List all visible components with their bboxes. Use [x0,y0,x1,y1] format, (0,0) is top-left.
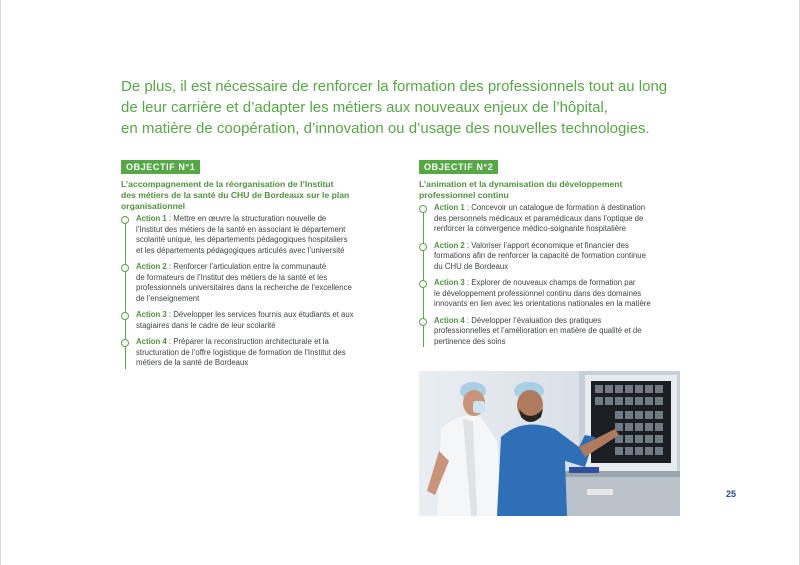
circle-bullet-icon [419,280,427,288]
action-text: : Renforcer l’articulation entre la communauté [166,262,327,271]
action-line: stagiaires dans le cadre de leur scolarité [136,320,276,330]
action-text: : Valoriser l’apport économique et financier des [464,240,629,250]
objective-2-column [419,157,683,353]
action-label: Action 2 [136,262,167,271]
action-item [136,310,391,331]
title-line: L’animation et la dynamisation du développement [419,179,623,189]
action-line: structuration de l’offre logistique de formation de l’Institut des [136,347,346,357]
action-line [434,241,683,252]
action-label: Action 4 [434,315,465,325]
action-item [136,337,391,369]
action-line: scolarité unique, les départements pédagogiques hospitaliers [136,235,348,244]
medical-staff-photo [419,371,680,516]
action-text: : Concevoir un catalogue de formation à destination [464,203,646,212]
action-line: du CHU de Bordeaux [434,261,509,271]
action-item [136,214,391,256]
action-line: professionnels universitaires dans la recherche de l’excellence [136,283,352,292]
action-text: : Préparer la reconstruction architecturale et la [166,337,329,346]
intro-line: de leur carrière et d’adapter les métiers aux nouveaux enjeux de l’hôpital, [121,99,608,116]
circle-bullet-icon [419,243,427,251]
action-text: : Développer les services fournis aux étudiants et aux [166,310,354,319]
page-number: 25 [726,489,737,499]
intro-paragraph [121,76,681,139]
action-line: l’Institut des métiers de la santé en associant le département [136,224,346,234]
action-line [434,278,683,289]
action-line: métiers de la santé de Bordeaux [136,358,249,367]
action-line: pertinence des soins [434,336,506,346]
circle-bullet-icon [121,312,129,320]
action-label: Action 2 [434,240,465,250]
action-item [434,241,683,273]
action-item [434,316,683,348]
action-line: de l’enseignement [136,293,200,303]
action-line: des personnels médicaux et paramédicaux dans l’optique de [434,213,644,223]
action-line: de formateurs de l’Institut des métiers de la santé et les [136,272,328,282]
action-line [136,310,391,321]
action-line: renforcer la convergence médico-soignante hospitalière [434,224,626,233]
action-line: et les départements pédagogiques articulés avec l’université [136,245,345,255]
action-text: : Explorer de nouveaux champs de formation par [464,278,636,287]
intro-line: De plus, il est nécessaire de renforcer la formation des professionnels tout au long [121,78,668,95]
photo-illustration [419,371,680,516]
action-line [136,214,391,225]
action-line: le développement professionnel continu dans des domaines [434,288,642,298]
action-label: Action 3 [434,278,465,287]
circle-bullet-icon [121,264,129,272]
action-line [434,316,683,327]
circle-bullet-icon [121,216,129,224]
action-label: Action 3 [136,310,167,319]
circle-bullet-icon [121,339,129,347]
action-label: Action 1 [136,214,167,223]
objective-2-title [419,179,683,201]
action-line: formations afin de renforcer la capacité de formation continue [434,251,646,260]
action-line [434,203,683,214]
action-line [136,262,391,273]
action-label: Action 1 [434,203,465,212]
objective-1-badge: OBJECTIF N°1 [121,160,200,174]
circle-bullet-icon [419,205,427,213]
action-line: innovants en lien avec les orientations nationales en la matière [434,299,651,308]
page-edge-left [0,0,1,565]
circle-bullet-icon [419,318,427,326]
title-line: organisationnel [121,201,185,211]
action-line: professionnelles et l’amélioration en matière de qualité et de [434,326,642,335]
objective-2-action-list [419,203,683,347]
action-item [434,278,683,310]
action-item [136,262,391,304]
action-label: Action 4 [136,337,167,346]
title-line: professionnel continu [419,190,509,200]
objective-2-badge: OBJECTIF N°2 [419,160,498,174]
action-text: : Développer l’évaluation des pratiques [464,315,602,325]
action-item [434,203,683,235]
objective-1-action-list [121,214,391,369]
action-line [136,337,391,348]
objective-1-title [121,179,391,212]
action-text: : Mettre en œuvre la structuration nouvelle de [166,214,327,223]
title-line: des métiers de la santé du CHU de Bordeaux sur le plan [121,190,350,200]
title-line: L’accompagnement de la réorganisation de l’Institut [121,179,334,189]
timeline-rail [423,209,424,347]
objective-1-column [121,157,391,375]
intro-line: en matière de coopération, d’innovation ou d’usage des nouvelles technologies. [121,120,650,137]
